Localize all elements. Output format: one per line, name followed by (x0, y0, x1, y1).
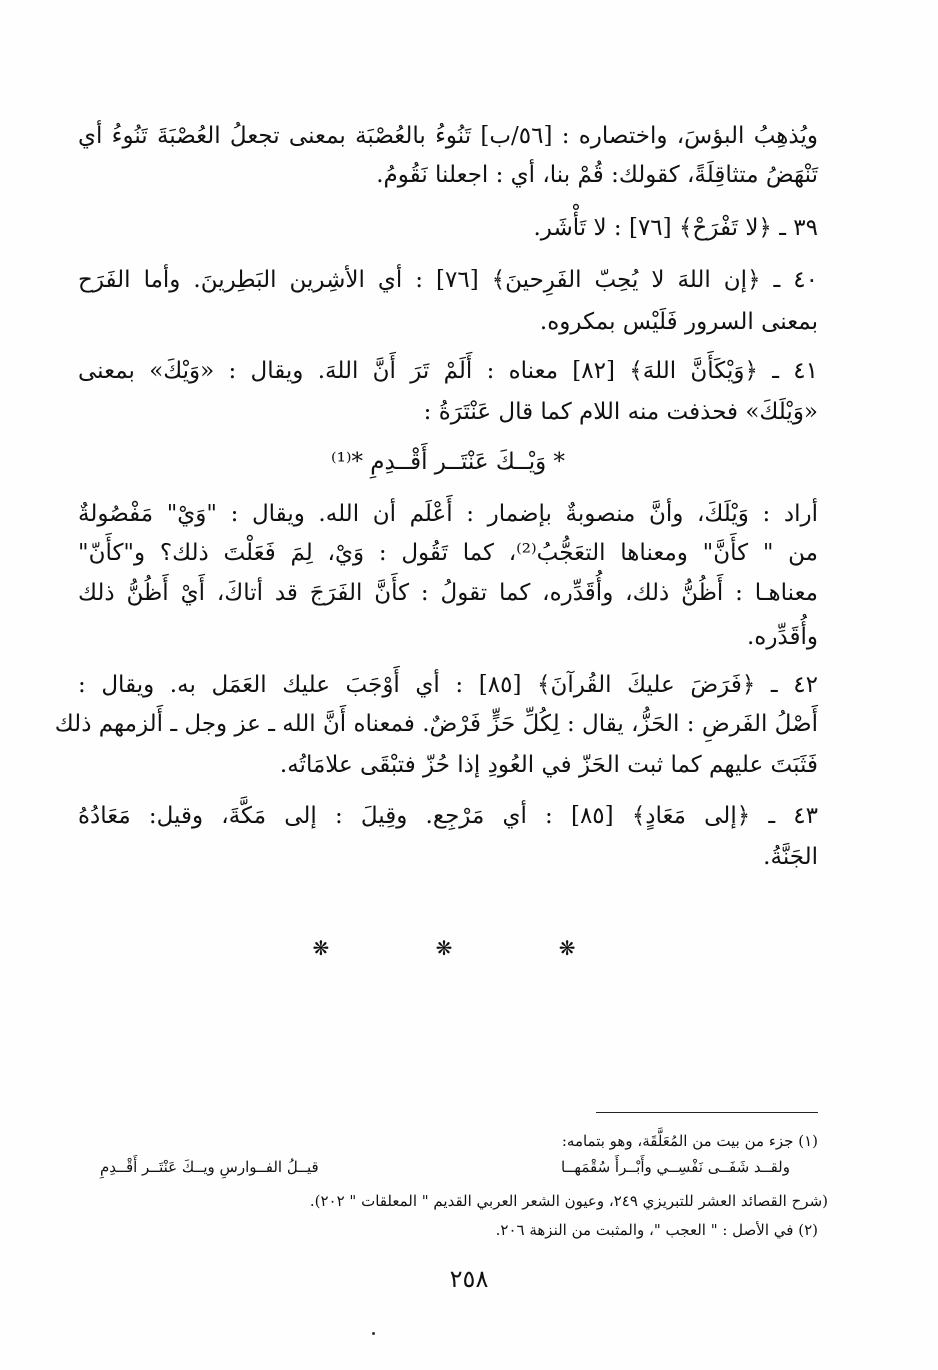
text-line: ٤١ ـ ﴿وَيْكَأَنَّ اللهَ﴾ [٨٢] معناه : أَلَمْ تَرَ أَنَّ اللهَ. ويقال : «وَيْكَ» بمعنى (78, 358, 818, 384)
text-line: ٤٣ ـ ﴿إلى مَعَادٍ﴾ [٨٥] : أي مَرْجِع. وقِيلَ : إلى مَكَّةَ، وقيل: مَعَادُهُ (78, 803, 818, 829)
footnote-2: (٢) في الأصل : " العجب "، والمثبت من النزهة ٢٠٦. (495, 1221, 818, 1239)
scan-speck (372, 1332, 375, 1335)
text-line: «وَيْلَكَ» فحذفت منه اللام كما قال عَنْتَرَةُ : (423, 399, 818, 425)
footnote-1-source: (شرح القصائد العشر للتبريزي ٢٤٩، وعيون الشعر العربي القديم " المعلقات " ٢٠٢). (309, 1192, 828, 1210)
section-separator: ❋ ❋ ❋ (312, 936, 626, 960)
footnote-1-verse-first-hemistich: ولقــد شَفَــى نَفْسِــي وأَبْــرأَ سُقْمَهــا (561, 1158, 790, 1176)
footnote-1-intro: (١) جزء من بيت من المُعَلَّقَة، وهو بتمامه: (561, 1132, 818, 1150)
verse-line: * وَيْــكَ عَنْتَــر أَقْــدِمِ *⁽¹⁾ (330, 449, 566, 475)
footnote-rule (596, 1112, 818, 1113)
page-number: ٢٥٨ (449, 1265, 489, 1293)
text-line: معناهـا : أَظُنُّ ذلك، وأُقَدِّره، كما تقولُ : كأَنَّ الفَرَجَ قد أتاكَ، أَيْ أَظُنُّ ذلك (78, 580, 818, 606)
text-line: بمعنى السرور فَلَيْس بمكروه. (539, 309, 818, 335)
text-line: أَصْلُ الفَرضِ : الحَزُّ، يقال : لِكُلِّ حَزٍّ فَرْضٌ. فمعناه أَنَّ الله ـ عز وجل ـ أَلزمهم ذلك (54, 711, 818, 737)
text-line: الجَنَّةُ. (763, 844, 818, 870)
text-line: ٤٢ ـ ﴿فَرَضَ عليكَ القُرآنَ﴾ [٨٥] : أي أَوْجَبَ عليك العَمَل به. ويقال : (78, 672, 818, 698)
text-line: تَنْهَضُ متثاقِلَةً، كقولك: قُمْ بنا، أي : اجعلنا نَقُومُ. (376, 162, 818, 188)
text-line: ٣٩ ـ ﴿لا تَفْرَحْ﴾ [٧٦] : لا تَأْشَر. (533, 215, 818, 241)
text-line: أراد : وَيْلَكَ، وأنَّ منصوبةٌ بإضمار : أَعْلَم أن الله. ويقال : "وَيْ" مَفْصُولةٌ (78, 501, 818, 527)
text-line: فَثَبَتَ عليهم كما ثبت الحَزّ في العُودِ إذا حُزّ فتبْقَى علامَاتُه. (279, 752, 818, 778)
footnote-1-verse-second-hemistich: قيــلُ الفــوارسِ ويــكَ عَنْتَــر أَقْــدِمِ (100, 1158, 319, 1176)
text-line: من " كأَنَّ" ومعناها التعَجُّبُ⁽²⁾، كما تَقُول : وَيْ، لِمَ فَعَلْتَ ذلك؟ و"كأَنّ" (78, 540, 818, 566)
text-line: ويُذهِبُ البؤسَ، واختصاره : [٥٦/ب] تَنُوءُ بالعُصْبَة بمعنى تجعلُ العُصْبَةَ تَنُوءُ أي (78, 123, 818, 149)
text-line: ٤٠ ـ ﴿إن اللهَ لا يُحِبّ الفَرِحينَ﴾ [٧٦] : أي الأشِرين البَطِرينَ. وأما الفَرَح (78, 267, 818, 293)
text-line: وأُقَدِّره. (746, 624, 818, 650)
